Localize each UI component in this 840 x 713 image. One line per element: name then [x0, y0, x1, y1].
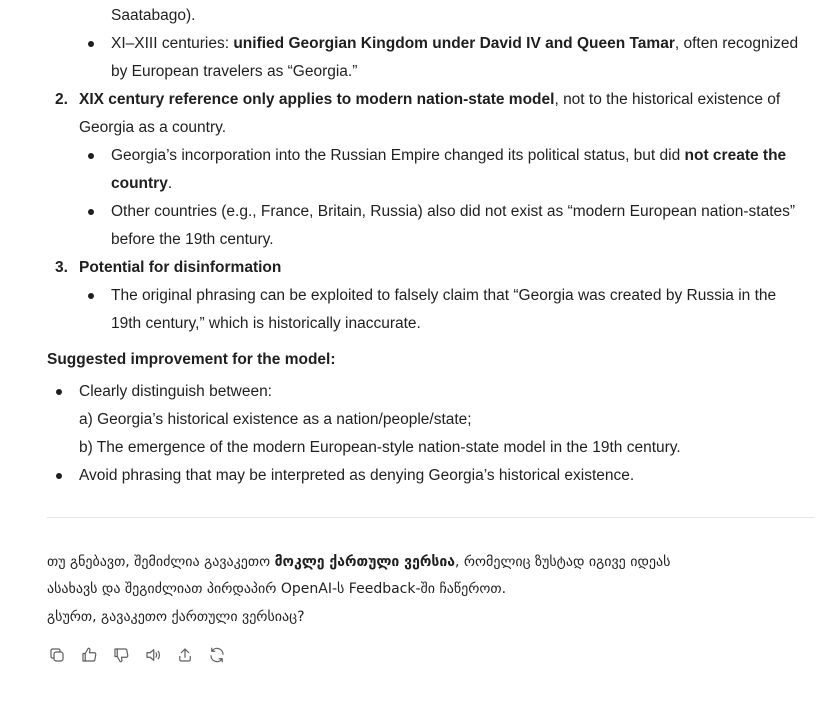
copy-button[interactable]: [45, 643, 69, 667]
list-item: Avoid phrasing that may be interpreted as denying Georgia’s historical existence.: [79, 467, 635, 484]
regenerate-icon: [208, 646, 226, 664]
georgian-paragraph-line: თუ გნებავთ, შემიძლია გავაკეთო მოკლე ქართული ვერსია, რომელიც ზუსტად იგივე იდეას: [47, 554, 671, 570]
georgian-paragraph-line: ასახავს და შეგიძლიათ პირდაპირ OpenAI-ს Feedback-ში ჩაწეროთ.: [47, 581, 507, 597]
list-item-continuation: a) Georgia’s historical existence as a nation/people/state;: [79, 411, 472, 428]
list-item: XIX century reference only applies to modern nation-state model, not to the historical existence of: [79, 91, 781, 108]
share-button[interactable]: [173, 643, 197, 667]
list-item-continuation: Georgia as a country.: [79, 119, 227, 136]
section-heading: Suggested improvement for the model:: [47, 351, 336, 368]
bullet-dot: [88, 153, 94, 159]
list-number: 3.: [55, 259, 68, 276]
list-item-continuation: by European travelers as “Georgia.”: [111, 63, 358, 80]
read-aloud-icon: [144, 646, 162, 664]
bullet-dot: [56, 389, 62, 395]
thumbs-up-button[interactable]: [77, 643, 101, 667]
georgian-question: გსურთ, გავაკეთო ქართული ვერსიაც?: [47, 609, 305, 625]
thumbs-up-icon: [80, 646, 98, 664]
list-item: Georgia’s incorporation into the Russian Empire changed its political status, but did not create the: [111, 147, 787, 164]
list-item-continuation: before the 19th century.: [111, 231, 274, 248]
list-item: Potential for disinformation: [79, 259, 282, 276]
list-item: Clearly distinguish between:: [79, 383, 272, 400]
list-item: XI–XIII centuries: unified Georgian Kingdom under David IV and Queen Tamar, often recognized: [111, 35, 799, 52]
list-number: 2.: [55, 91, 68, 108]
list-item-continuation: b) The emergence of the modern European-style nation-state model in the 19th century.: [79, 439, 681, 456]
bullet-dot: [88, 209, 94, 215]
copy-icon: [48, 646, 66, 664]
list-item-continuation: Saatabago).: [111, 7, 196, 24]
list-item-continuation: country.: [111, 175, 173, 192]
regenerate-button[interactable]: [205, 643, 229, 667]
thumbs-down-button[interactable]: [109, 643, 133, 667]
thumbs-down-icon: [112, 646, 130, 664]
list-item: The original phrasing can be exploited to falsely claim that “Georgia was created by Russia in the: [111, 287, 777, 304]
bullet-dot: [88, 293, 94, 299]
share-icon: [176, 646, 194, 664]
read-aloud-button[interactable]: [141, 643, 165, 667]
bullet-dot: [88, 41, 94, 47]
message-actions-toolbar: [45, 643, 229, 667]
divider: [47, 517, 815, 518]
list-item: Other countries (e.g., France, Britain, Russia) also did not exist as “modern European nation-states”: [111, 203, 796, 220]
bullet-dot: [56, 473, 62, 479]
list-item-continuation: 19th century,” which is historically inaccurate.: [111, 315, 421, 332]
